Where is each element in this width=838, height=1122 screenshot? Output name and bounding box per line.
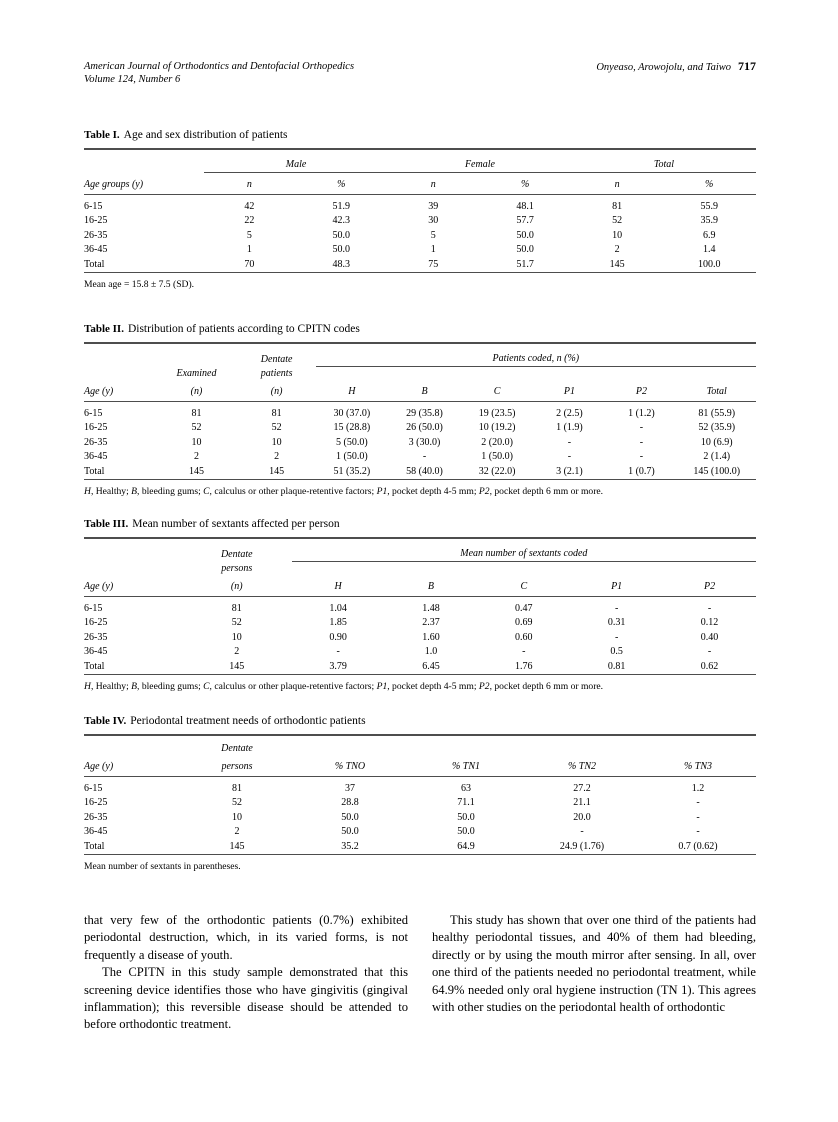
table-4-cell-3-0: 50.0 (341, 826, 359, 837)
table-2-cell-4-2: 32 (22.0) (478, 465, 516, 477)
table-3-fn-text-0: , Healthy; (90, 680, 132, 692)
journal-title: American Journal of Orthodontics and Dentofacial Orthopedics (84, 61, 355, 72)
table-2-row-4-dentate: 145 (269, 465, 285, 477)
table-1-cell-0-5: 55.9 (700, 200, 718, 212)
table-1-cell-0-0: 42 (244, 200, 255, 212)
table-2-cell-2-1: 3 (30.0) (408, 436, 441, 448)
left-paragraph-2: The CPITN in this study sample demonstrated that this screening device identifies those who have gingivitis (gingival inflammation); this reversible disease should be attended to before orthodontic treatment. (84, 965, 408, 1032)
table-2-sub-stub-a (84, 367, 155, 382)
table-2-fn-code-1: B (131, 485, 138, 497)
table-3-colhead-h: H (334, 581, 342, 592)
table-1-group-total: Total (653, 159, 675, 170)
table-row (84, 839, 756, 854)
table-row (84, 597, 756, 616)
table-2-cell-3-1: - (422, 451, 427, 462)
table-1-colhead-female-n: n (430, 179, 436, 190)
table-2-bottom-rule (84, 479, 756, 481)
table-3-sub-stub-a (84, 562, 182, 577)
table-1-caption (84, 128, 756, 143)
table-3-colhead-c: C (520, 581, 528, 592)
table-4-cell-2-1: 50.0 (457, 811, 475, 823)
table-1-group-header-row (84, 149, 756, 173)
table-2-row-0-label: 6-15 (84, 407, 103, 419)
table-3-cell-2-4: 0.40 (700, 631, 719, 643)
table-4-cell-1-2: 21.1 (573, 797, 591, 808)
table-2-row-2-examined: 10 (191, 436, 202, 448)
table-2-footnote (84, 485, 756, 498)
table-2-row-0-examined: 81 (191, 407, 202, 419)
table-3-cell-3-1: 1.0 (424, 646, 438, 657)
table-3-fn-text-3: , pocket depth 4-5 mm; (387, 680, 479, 692)
table-2-colhead-b: B (421, 386, 428, 397)
table-2-colhead-total: Total (706, 386, 727, 397)
table-2-examined-line2: (n) (190, 386, 203, 397)
table-3-cell-2-0: 0.90 (329, 631, 347, 643)
table-1-cell-4-5: 100.0 (697, 258, 721, 270)
table-2-fn-code-2: C (203, 485, 210, 497)
table-row (84, 645, 756, 660)
table-4-cell-0-2: 27.2 (573, 782, 591, 794)
table-3-dentate-line1: Dentate (220, 548, 253, 560)
table-2-stub-header: Age (y) (84, 386, 114, 397)
table-3-cell-2-3: - (614, 631, 619, 643)
table-2-cell-4-1: 58 (40.0) (406, 465, 443, 477)
table-3-cell-1-1: 2.37 (422, 617, 440, 628)
table-1-row-0-label: 6-15 (84, 200, 103, 212)
table-4-row-0-dentate: 81 (232, 782, 242, 794)
table-2-cell-3-3: - (567, 451, 572, 462)
table-1-cell-1-4: 52 (612, 215, 623, 226)
table-2-cell-2-3: - (567, 436, 572, 448)
table-4 (84, 734, 756, 856)
table-3-cell-0-0: 1.04 (329, 602, 347, 614)
table-3-cell-0-4: - (707, 602, 712, 614)
table-row (84, 450, 756, 465)
table-2-cell-0-5: 81 (55.9) (698, 407, 736, 419)
table-1-group-male: Male (285, 159, 307, 170)
table-3-cell-3-3: 0.5 (610, 646, 623, 657)
table-2-subheader-row-a (84, 367, 756, 382)
table-2-bottom-rule-cell (84, 479, 756, 481)
table-4-cell-1-1: 71.1 (457, 797, 475, 808)
table-2-fn-text-0: , Healthy; (90, 485, 132, 497)
table-3-colhead-p2: P2 (703, 581, 716, 592)
table-2-cell-4-5: 145 (100.0) (693, 465, 741, 477)
table-1-cell-3-5: 1.4 (702, 244, 716, 255)
table-3-row-4-dentate: 145 (229, 660, 245, 672)
table-4-row-4-label: Total (84, 840, 105, 852)
table-4-stub-header: Age (y) (84, 761, 114, 772)
table-2-colhead-h: H (348, 386, 356, 397)
table-3-cell-2-2: 0.60 (515, 631, 533, 643)
table-2-colhead-c: C (493, 386, 501, 397)
table-2-row-1-label: 16-25 (84, 422, 108, 433)
table-3-cell-4-2: 1.76 (515, 660, 533, 672)
table-3-fn-text-2: , calculus or other plaque-retentive factors; (209, 680, 377, 692)
table-3-fn-code-2: C (203, 680, 210, 692)
table-1-row-2-label: 26-35 (84, 229, 108, 241)
table-row (84, 421, 756, 436)
table-1-title: Age and sex distribution of patients (123, 129, 288, 141)
table-row (84, 435, 756, 450)
table-4-block (84, 714, 756, 873)
table-2-dentate-line2: patients (260, 368, 293, 379)
table-1-colhead-female-pct: % (520, 179, 530, 190)
table-3-cell-2-1: 1.60 (422, 631, 440, 643)
table-2-fn-text-3: , pocket depth 4-5 mm; (387, 485, 479, 497)
table-2-group-stub (84, 343, 155, 367)
table-1-colhead-total-n: n (614, 179, 620, 190)
table-2-cell-2-4: - (639, 436, 644, 448)
table-1-colhead-male-pct: % (337, 179, 346, 190)
table-3-row-0-dentate: 81 (231, 602, 242, 614)
table-row (84, 810, 756, 825)
table-2-cell-4-0: 51 (35.2) (333, 465, 371, 477)
table-4-title: Periodontal treatment needs of orthodontic patients (130, 715, 366, 727)
table-4-cell-0-3: 1.2 (691, 782, 705, 794)
author-list: Onyeaso, Arowojolu, and Taiwo (596, 62, 731, 73)
table-4-row-2-label: 26-35 (84, 811, 108, 823)
table-3-cell-0-2: 0.47 (515, 602, 533, 614)
table-3-cell-0-1: 1.48 (422, 602, 440, 614)
table-3-bottom-rule (84, 674, 756, 676)
table-2-cell-0-0: 30 (37.0) (333, 407, 371, 419)
table-4-cell-3-1: 50.0 (457, 826, 475, 837)
table-3-fn-code-4: P2 (478, 680, 490, 692)
table-1-group-stub (84, 149, 204, 173)
table-1-column-header-row (84, 174, 756, 195)
table-3-title: Mean number of sextants affected per person (132, 518, 340, 530)
table-row (84, 243, 756, 258)
table-2-cell-1-2: 10 (19.2) (478, 422, 516, 433)
table-3-cell-1-4: 0.12 (700, 617, 719, 628)
table-2-cell-2-0: 5 (50.0) (336, 436, 368, 448)
left-paragraph-1: that very few of the orthodontic patients (0.7%) exhibited periodontal destruction, which, in its varied forms, is not frequently a disease of youth. (84, 913, 408, 962)
table-row (84, 257, 756, 272)
table-1-cell-1-1: 42.3 (332, 215, 351, 226)
table-3-cell-4-3: 0.81 (607, 660, 626, 672)
page-number: 717 (738, 59, 756, 73)
table-2-fn-text-2: , calculus or other plaque-retentive factors; (209, 485, 377, 497)
table-1-cell-4-1: 48.3 (332, 258, 351, 270)
table-3 (84, 537, 756, 676)
table-3-cell-3-4: - (707, 646, 712, 657)
running-head-right (596, 60, 756, 74)
right-paragraph-1: This study has shown that over one third of the patients had healthy periodontal tissues, and 40% of them had bleeding, directly or by using the mouth mirror after sensing. In all, over one third of the patients needed no periodontal treatment, while 64.9% needed only oral hygiene instruction (TN 1). This agrees with other studies on the periodontal health of orthodontic (432, 913, 756, 1015)
table-3-cell-1-3: 0.31 (607, 617, 626, 628)
table-2-cell-1-0: 15 (28.8) (333, 422, 371, 433)
table-4-dentate-line1: Dentate (221, 743, 253, 754)
table-3-group-header-row (84, 538, 756, 562)
table-3-group-stub (84, 538, 182, 562)
table-2-row-2-dentate: 10 (271, 436, 282, 448)
table-2-cell-0-3: 2 (2.5) (556, 407, 583, 419)
table-4-cell-4-3: 0.7 (0.62) (678, 840, 718, 852)
table-4-number: Table IV. (84, 715, 127, 727)
table-2-row-3-dentate: 2 (274, 451, 280, 462)
table-1-cell-0-4: 81 (612, 200, 623, 212)
table-3-dentate-line3: (n) (230, 581, 243, 592)
table-3-span-header: Mean number of sextants coded (460, 548, 588, 559)
body-column-right (432, 912, 756, 1034)
table-4-row-1-label: 16-25 (84, 797, 108, 808)
table-1-cell-3-0: 1 (246, 244, 252, 255)
table-1-colhead-male-n: n (246, 179, 252, 190)
table-2-cell-3-0: 1 (50.0) (336, 451, 368, 462)
table-2-colhead-p2: P2 (635, 386, 647, 397)
table-1-row-4-label: Total (84, 258, 105, 270)
table-1-cell-2-5: 6.9 (702, 229, 716, 241)
table-2-fn-text-1: , bleeding gums; (137, 485, 204, 497)
table-1-cell-3-2: 1 (430, 244, 436, 255)
body-text-columns (84, 912, 756, 1034)
table-2-caption (84, 322, 756, 337)
table-3-footnote (84, 680, 756, 693)
table-3-cell-4-1: 6.45 (422, 660, 440, 672)
table-3-block (84, 517, 756, 693)
table-4-cell-1-0: 28.8 (341, 797, 359, 808)
table-1-cell-2-3: 50.0 (516, 229, 534, 241)
table-2-fn-text-4: , pocket depth 6 mm or more. (489, 485, 604, 497)
table-3-cell-1-2: 0.69 (515, 617, 533, 628)
table-3-dentate-line2: persons (221, 563, 253, 574)
table-4-row-3-dentate: 2 (234, 826, 240, 837)
table-4-cell-4-0: 35.2 (341, 840, 359, 852)
table-2-row-3-label: 36-45 (84, 451, 108, 462)
table-2-fn-code-0: H (84, 485, 91, 497)
table-4-row-2-dentate: 10 (232, 811, 242, 823)
table-2-group-header-row (84, 343, 756, 367)
table-3-cell-0-3: - (614, 602, 619, 614)
table-1-cell-4-2: 75 (428, 258, 439, 270)
table-3-bottom-rule-cell (84, 674, 756, 676)
table-4-sub-blank (292, 735, 756, 756)
table-2-cell-0-1: 29 (35.8) (406, 407, 443, 419)
table-4-caption (84, 714, 756, 729)
table-2-cell-1-1: 26 (50.0) (406, 422, 443, 433)
table-2-cell-0-4: 1 (1.2) (628, 407, 655, 419)
table-2-row-4-label: Total (84, 465, 105, 477)
table-1-group-female: Female (464, 159, 495, 170)
table-3-row-1-label: 16-25 (84, 617, 108, 628)
table-2-row-1-dentate: 52 (271, 422, 282, 433)
table-3-fn-code-1: B (131, 680, 138, 692)
table-2-group-examined-blank (155, 343, 237, 367)
table-1-cell-1-2: 30 (428, 215, 439, 226)
table-1-stub-header: Age groups (y) (84, 179, 144, 190)
table-3-subheader-row-a (84, 562, 756, 577)
table-3-fn-text-1: , bleeding gums; (137, 680, 204, 692)
table-2-cell-0-2: 19 (23.5) (478, 407, 516, 419)
table-1-cell-1-3: 57.7 (516, 215, 534, 226)
table-3-cell-3-0: - (336, 646, 340, 657)
table-3-row-2-label: 26-35 (84, 631, 108, 643)
table-4-bottom-rule-cell (84, 854, 756, 856)
table-3-cell-4-4: 0.62 (700, 660, 719, 672)
table-3-colhead-b: B (427, 581, 434, 592)
table-2-cell-1-5: 52 (35.9) (698, 422, 736, 433)
table-1-row-1-label: 16-25 (84, 215, 108, 226)
table-4-colhead-tn3: % TN3 (683, 761, 713, 772)
table-3-caption (84, 517, 756, 532)
table-1-footnote: Mean age = 15.8 ± 7.5 (SD). (84, 278, 195, 290)
table-3-row-1-dentate: 52 (231, 617, 242, 628)
table-4-bottom-rule (84, 854, 756, 856)
table-row (84, 825, 756, 840)
table-2-row-3-examined: 2 (193, 451, 199, 462)
table-2-block (84, 322, 756, 498)
table-4-sub-stub-a (84, 735, 182, 756)
table-2-fn-code-4: P2 (478, 485, 490, 497)
table-4-colhead-tn1: % TN1 (451, 761, 481, 772)
table-2-cell-2-5: 10 (6.9) (700, 436, 733, 448)
table-4-colhead-tn0: % TNO (334, 761, 366, 772)
table-1-cell-2-4: 10 (612, 229, 623, 241)
table-4-cell-2-0: 50.0 (341, 811, 359, 823)
table-2-title: Distribution of patients according to CPITN codes (127, 323, 360, 335)
table-2-row-0-dentate: 81 (271, 407, 282, 419)
table-2-fn-code-3: P1 (376, 485, 388, 497)
table-4-column-header-row (84, 756, 756, 777)
table-4-cell-0-0: 37 (345, 782, 355, 794)
table-3-row-3-dentate: 2 (234, 646, 240, 657)
table-3-cell-1-0: 1.85 (329, 617, 347, 628)
table-4-cell-0-1: 63 (461, 782, 471, 794)
table-2-row-2-label: 26-35 (84, 436, 108, 448)
table-1-number: Table I. (84, 129, 120, 141)
table-4-cell-4-1: 64.9 (457, 840, 475, 852)
table-row (84, 228, 756, 243)
table-4-cell-2-2: 20.0 (573, 811, 591, 823)
table-2-cell-1-4: - (639, 422, 644, 433)
body-column-left (84, 912, 408, 1034)
table-row (84, 796, 756, 811)
table-3-spanrule (292, 562, 756, 577)
table-3-row-0-label: 6-15 (84, 602, 103, 614)
table-3-stub-header: Age (y) (84, 581, 114, 592)
table-2-dentate-line1: Dentate (260, 353, 293, 365)
volume-issue: Volume 124, Number 6 (84, 74, 181, 85)
table-1-bottom-rule (84, 272, 756, 274)
table-2-cell-4-4: 1 (0.7) (628, 465, 655, 477)
running-head-left (84, 60, 354, 86)
table-3-cell-3-2: - (522, 646, 526, 657)
table-4-row-4-dentate: 145 (229, 840, 245, 852)
table-1-cell-3-4: 2 (614, 244, 620, 255)
table-1-cell-4-3: 51.7 (516, 258, 534, 270)
table-1-cell-4-0: 70 (244, 258, 255, 270)
table-2-cell-2-2: 2 (20.0) (481, 436, 513, 448)
table-2-cell-4-3: 3 (2.1) (556, 465, 583, 477)
running-head (84, 60, 756, 86)
table-1-cell-2-2: 5 (430, 229, 436, 241)
table-2-spanrule (316, 367, 756, 382)
table-1-cell-1-0: 22 (244, 215, 255, 226)
table-3-cell-4-0: 3.79 (329, 660, 347, 672)
table-row (84, 214, 756, 229)
table-2-span-header: Patients coded, n (%) (492, 353, 580, 364)
table-row (84, 630, 756, 645)
table-1-cell-3-1: 50.0 (332, 244, 351, 255)
table-4-cell-3-2: - (580, 826, 584, 837)
table-4-cell-1-3: - (696, 797, 700, 808)
table-1-row-3-label: 36-45 (84, 244, 108, 255)
table-row (84, 616, 756, 631)
table-1-colhead-total-pct: % (705, 179, 714, 190)
table-1-cell-2-0: 5 (246, 229, 252, 241)
table-1-block (84, 128, 756, 291)
table-2-row-1-examined: 52 (191, 422, 202, 433)
table-4-cell-3-3: - (696, 826, 700, 837)
table-row (84, 464, 756, 479)
table-1-bottom-rule-cell (84, 272, 756, 274)
table-3-fn-code-0: H (84, 680, 91, 692)
table-1-cell-0-2: 39 (428, 200, 439, 212)
table-row (84, 402, 756, 421)
table-3-row-2-dentate: 10 (231, 631, 242, 643)
table-1-cell-3-3: 50.0 (516, 244, 534, 255)
table-1-cell-2-1: 50.0 (332, 229, 351, 241)
table-1 (84, 148, 756, 274)
table-4-dentate-line2: persons (221, 761, 253, 772)
table-2 (84, 342, 756, 481)
table-2-row-4-examined: 145 (188, 465, 204, 477)
table-3-fn-code-3: P1 (376, 680, 388, 692)
table-4-footnote: Mean number of sextants in parentheses. (84, 860, 241, 872)
table-4-colhead-tn2: % TN2 (567, 761, 597, 772)
table-2-column-header-row (84, 381, 756, 402)
table-2-colhead-p1: P1 (563, 386, 575, 397)
table-row (84, 777, 756, 796)
table-3-row-3-label: 36-45 (84, 646, 108, 657)
table-4-cell-4-2: 24.9 (1.76) (559, 840, 605, 852)
table-row (84, 659, 756, 674)
table-2-cell-3-2: 1 (50.0) (481, 451, 513, 462)
table-1-cell-1-5: 35.9 (700, 215, 718, 226)
table-4-row-1-dentate: 52 (232, 797, 242, 808)
table-2-dentate-line3: (n) (270, 386, 283, 397)
table-row (84, 195, 756, 214)
table-2-number: Table II. (84, 323, 124, 335)
table-2-examined-line1: Examined (176, 368, 217, 379)
table-3-number: Table III. (84, 518, 129, 530)
table-3-column-header-row (84, 576, 756, 597)
table-1-cell-0-3: 48.1 (516, 200, 534, 212)
table-2-cell-3-4: - (639, 451, 644, 462)
table-4-row-0-label: 6-15 (84, 782, 103, 794)
table-1-cell-0-1: 51.9 (332, 200, 351, 212)
table-4-cell-2-3: - (696, 811, 700, 823)
table-3-fn-text-4: , pocket depth 6 mm or more. (489, 680, 604, 692)
table-4-subheader-row-a (84, 735, 756, 756)
table-2-cell-3-5: 2 (1.4) (703, 451, 731, 462)
table-2-cell-1-3: 1 (1.9) (556, 422, 583, 433)
table-3-row-4-label: Total (84, 660, 105, 672)
table-1-cell-4-4: 145 (609, 258, 625, 270)
table-3-colhead-p1: P1 (611, 581, 623, 592)
table-4-row-3-label: 36-45 (84, 826, 108, 837)
